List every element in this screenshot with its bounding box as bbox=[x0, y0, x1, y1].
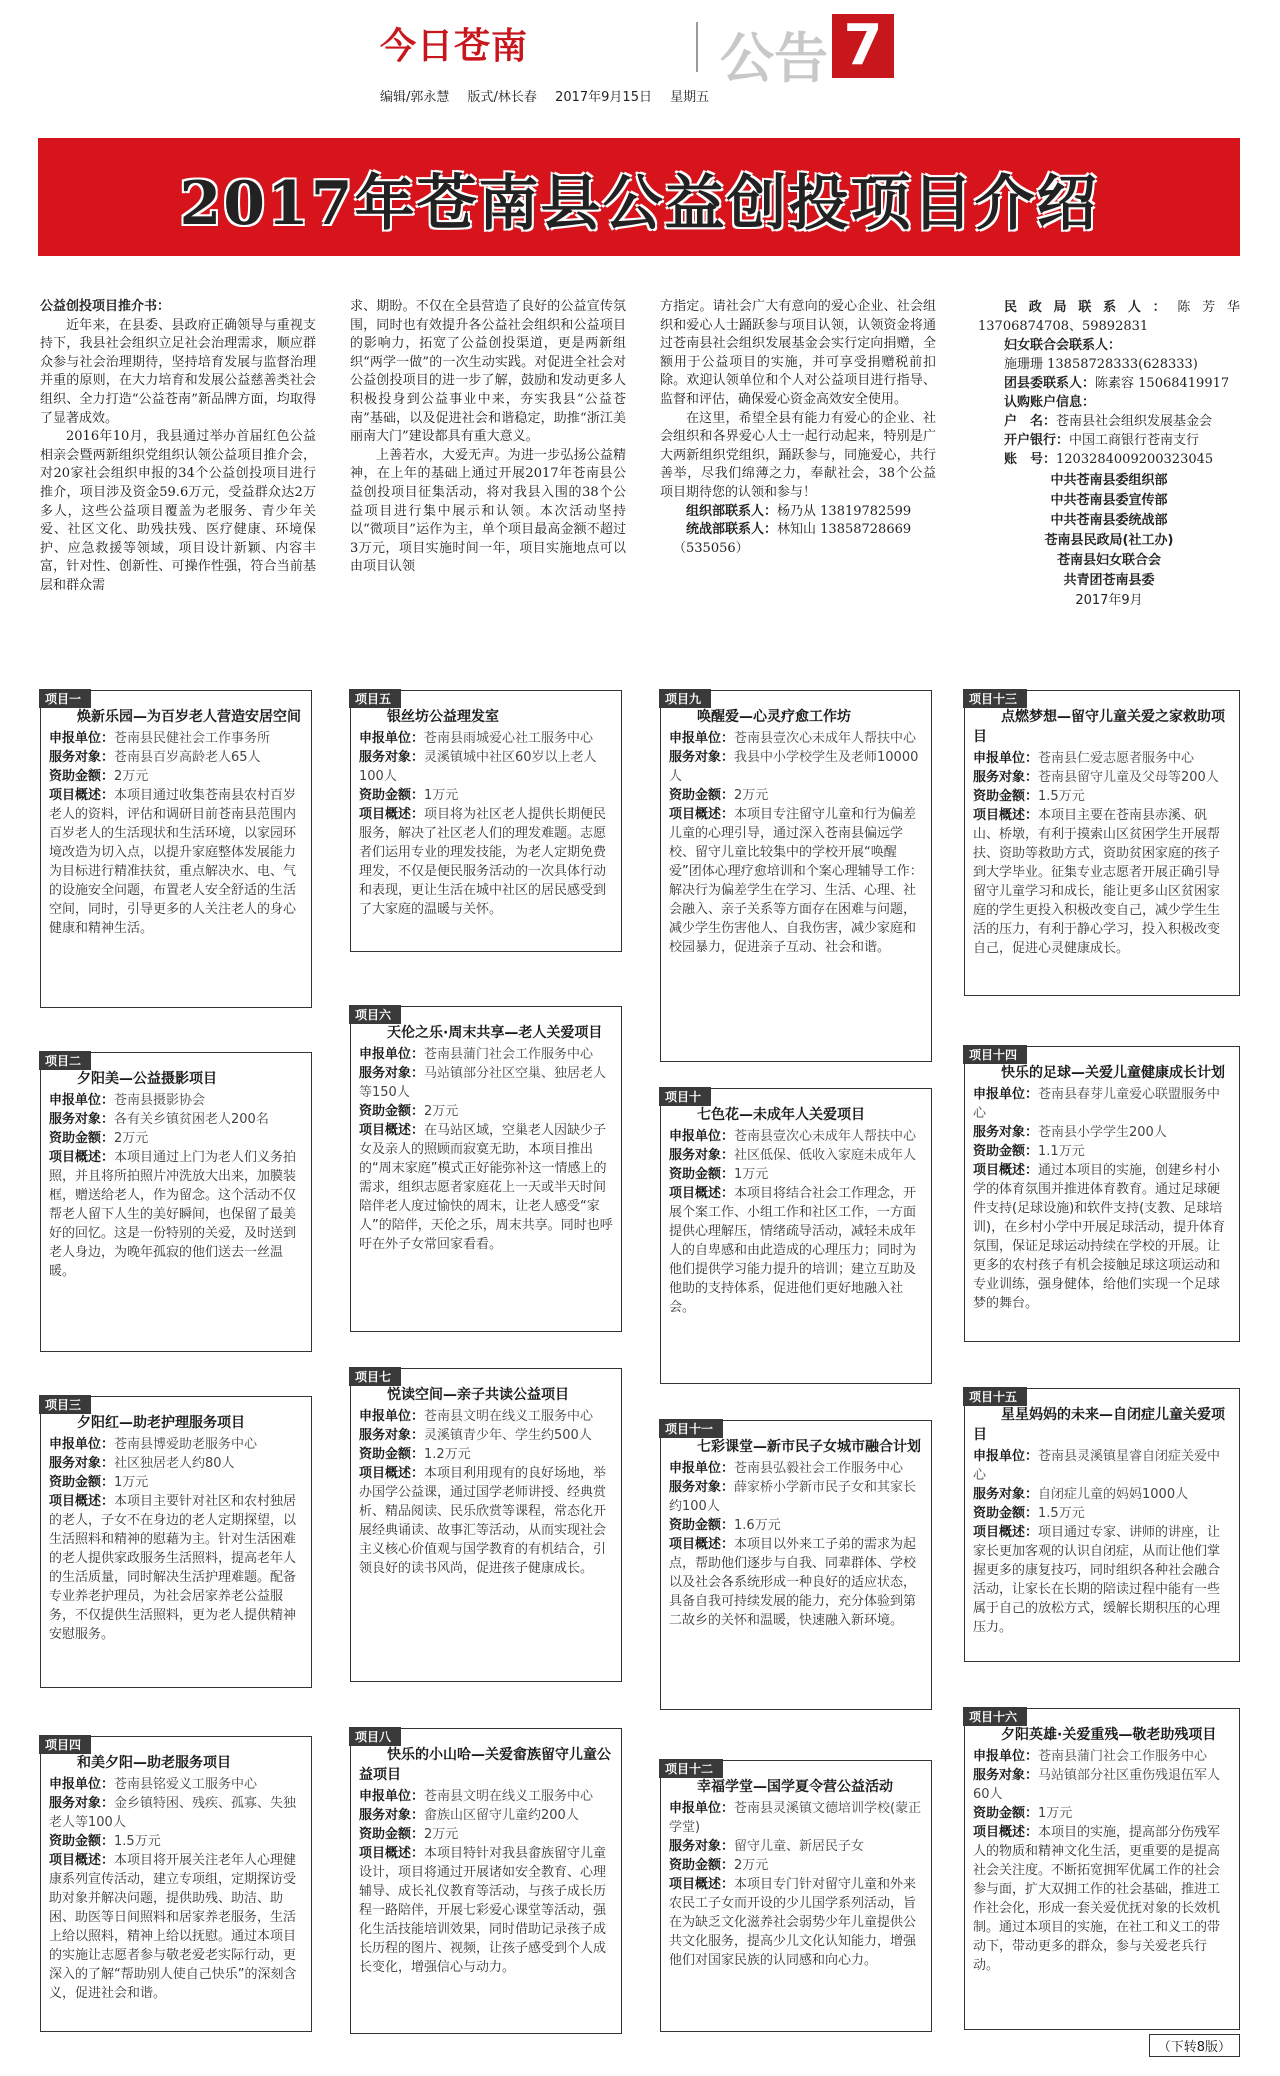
funding-label: 资助金额： bbox=[973, 1806, 1039, 1821]
overview-value: 在马站区域，空巢老人因缺少子女及亲人的照顾而寂寞无助，本项目推出的“周末家庭”模式正好能弥补这一情感上的需求，组织志愿者家庭花上一天或半天时间陪伴老人度过愉快的周末，让老人感受“家人”的陪伴，天伦之乐，周末共享。同时也呼吁在外子女常回家看看。 bbox=[359, 1123, 613, 1252]
contact-united-front-label: 统战部联系人： bbox=[686, 522, 778, 538]
target-label: 服务对象： bbox=[359, 1428, 425, 1443]
funding-label: 资助金额： bbox=[49, 1475, 115, 1490]
project-title: 七色花—未成年人关爱项目 bbox=[697, 1107, 865, 1123]
funding-value: 2万元 bbox=[424, 1827, 459, 1842]
project-tag: 项目八 bbox=[349, 1727, 401, 1746]
project-title: 快乐的足球—关爱儿童健康成长计划 bbox=[1001, 1065, 1225, 1081]
target-value: 留守儿童、新居民子女 bbox=[734, 1839, 865, 1854]
overview-label: 项目概述： bbox=[669, 1186, 735, 1201]
issue-date: 2017年9月15日 bbox=[555, 90, 652, 105]
overview-label: 项目概述： bbox=[49, 1494, 115, 1509]
applicant-value: 苍南县壹次心未成年人帮扶中心 bbox=[734, 731, 917, 746]
applicant-value: 苍南县弘毅社会工作服务中心 bbox=[734, 1461, 904, 1476]
target-label: 服务对象： bbox=[359, 1808, 425, 1823]
funding-value: 1.1万元 bbox=[1038, 1144, 1085, 1159]
target-value: 社区独居老人约80人 bbox=[114, 1456, 235, 1471]
overview-value: 本项目通过上门为老人们义务拍照，并且将所拍照片冲洗放大出来，加膜装框，赠送给老人，作为留念。这个活动不仅帮老人留下人生的美好瞬间，也保留了最美好的回忆。这是一份特别的关爱，及时送到老人身边，为晚年孤寂的他们送去一丝温暖。 bbox=[49, 1150, 297, 1279]
project-tag: 项目三 bbox=[39, 1395, 91, 1414]
applicant-label: 申报单位： bbox=[49, 1777, 115, 1792]
applicant-label: 申报单位： bbox=[49, 731, 115, 746]
project-card bbox=[660, 1760, 932, 2032]
project-title: 天伦之乐·周末共享—老人关爱项目 bbox=[387, 1025, 603, 1041]
overview-label: 项目概述： bbox=[669, 807, 735, 822]
issue-weekday: 星期五 bbox=[670, 90, 710, 105]
sponsor-org: 中共苍南县委组织部 bbox=[1050, 473, 1168, 488]
layout-credit: 版式/林长春 bbox=[467, 90, 537, 105]
project-tag: 项目十四 bbox=[963, 1045, 1027, 1064]
intro-paragraph-6: 在这里，希望全县有能力有爱心的企业、社会组织和各界爱心人士一起行动起来，特别是广大两新组织党组织，踊跃参与，同施爱心，共行善举，尽我们绵薄之力，奉献社会，38个公益项目期待您的认领和参与！ bbox=[660, 410, 936, 500]
headline-banner bbox=[38, 138, 1240, 256]
applicant-label: 申报单位： bbox=[669, 1801, 735, 1816]
target-value: 自闭症儿童的妈妈1000人 bbox=[1038, 1487, 1189, 1502]
funding-label: 资助金额： bbox=[669, 1167, 735, 1182]
overview-label: 项目概述： bbox=[973, 808, 1039, 823]
applicant-value: 苍南县春芽儿童爱心联盟服务中心 bbox=[973, 1087, 1221, 1121]
funding-value: 2万元 bbox=[114, 1131, 149, 1146]
project-card bbox=[964, 1388, 1240, 1662]
newspaper-brand: 今日苍南 bbox=[380, 25, 529, 67]
applicant-value: 苍南县蒲门社会工作服务中心 bbox=[1038, 1749, 1208, 1764]
funding-value: 1.5万元 bbox=[1038, 1506, 1085, 1521]
funding-label: 资助金额： bbox=[669, 788, 735, 803]
funding-value: 2万元 bbox=[734, 1858, 769, 1873]
contact-organization-value: 杨乃从 13819782599 bbox=[777, 503, 912, 519]
applicant-value: 苍南县民健社会工作事务所 bbox=[114, 731, 271, 746]
applicant-value: 苍南县仁爱志愿者服务中心 bbox=[1038, 751, 1195, 766]
overview-label: 项目概述： bbox=[359, 1846, 425, 1861]
overview-label: 项目概述： bbox=[973, 1825, 1039, 1840]
funding-label: 资助金额： bbox=[359, 1447, 425, 1462]
project-title: 七彩课堂—新市民子女城市融合计划 bbox=[697, 1439, 921, 1455]
applicant-label: 申报单位： bbox=[359, 731, 425, 746]
continued-note: （下转8版） bbox=[1149, 2034, 1240, 2057]
overview-value: 项目将为社区老人提供长期便民服务，解决了社区老人们的理发难题。志愿者们运用专业的理发技能，为老人定期免费理发，不仅是便民服务活动的一次具体行动和表现，更让生活在城中社区的居民感受到了大家庭的温暖与关怀。 bbox=[359, 807, 607, 917]
project-title: 夕阳红—助老护理服务项目 bbox=[77, 1415, 245, 1431]
overview-value: 本项目的实施，提高部分伤残军人的物质和精神文化生活，更重要的是提高社会关注度。不断拓宽拥军优属工作的社会参与面，扩大双拥工作的社会基础，推进工作社会化，形成一套关爱优抚对象的长效机制。通过本项目的实施，在社工和义工的带动下，带动更多的群众，参与关爱老兵行动。 bbox=[973, 1825, 1221, 1973]
project-card bbox=[40, 1052, 312, 1352]
project-title: 幸福学堂—国学夏令营公益活动 bbox=[697, 1779, 893, 1795]
sponsor-org: 苍南县民政局(社工办) bbox=[1044, 533, 1174, 548]
intro-paragraph-2: 2016年10月，我县通过举办首届红色公益相亲会暨两新组织党组织认领公益项目推介会，对20家社会组织申报的34个公益创投项目进行推介，项目涉及资金59.6万元，受益群众达2万多人，这些公益项目覆盖为老服务、青少年关爱、社区文化、助残扶残、医疗健康、环境保护、应急救援等领域，项目设计新颖、内容丰富，针对性、创新性、可操作性强，符合当前基层和群众需 bbox=[40, 429, 316, 593]
project-tag: 项目十一 bbox=[659, 1419, 723, 1438]
intro-paragraph-3: 求、期盼。不仅在全县营造了良好的公益宣传氛围，同时也有效提升各公益社会组织和公益项目的影响力，拓宽了公益创投渠道，更是两新组织“两学一做”的一次生动实践。对促进全社会对公益创投项目的进一步了解，鼓励和发动更多人积极投身到公益事业中来，夯实我县“公益苍南”基础，以及促进社会和谐稳定，助推“浙江美丽南大门”建设都具有重大意义。 bbox=[350, 299, 626, 445]
project-tag: 项目九 bbox=[659, 689, 711, 708]
project-tag: 项目五 bbox=[349, 689, 401, 708]
overview-value: 本项目将结合社会工作理念，开展个案工作、小组工作和社区工作，一方面提供心理解压，情绪疏导活动，减轻未成年人的自卑感和由此造成的心理压力；同时为他们提供学习能力提升的培训；建立互助及他助的支持体系，促进他们更好地融入社会。 bbox=[669, 1186, 917, 1315]
project-title: 点燃梦想—留守儿童关爱之家救助项目 bbox=[973, 709, 1225, 745]
applicant-label: 申报单位： bbox=[49, 1093, 115, 1108]
sign-date: 2017年9月 bbox=[1075, 593, 1143, 608]
target-label: 服务对象： bbox=[669, 1480, 735, 1495]
applicant-value: 苍南县文明在线义工服务中心 bbox=[424, 1409, 594, 1424]
target-label: 服务对象： bbox=[49, 1456, 115, 1471]
project-card bbox=[350, 1006, 622, 1332]
contact-youth-value: 陈素容 15068419917 bbox=[1095, 376, 1230, 391]
funding-label: 资助金额： bbox=[359, 1827, 425, 1842]
project-card bbox=[660, 1420, 932, 1710]
project-card bbox=[40, 1396, 312, 1688]
target-value: 苍南县留守儿童及父母等200人 bbox=[1038, 770, 1219, 785]
target-label: 服务对象： bbox=[49, 1796, 115, 1811]
target-label: 服务对象： bbox=[669, 1148, 735, 1163]
sponsor-org: 苍南县妇女联合会 bbox=[1056, 553, 1161, 568]
section-title: 公告 bbox=[720, 26, 828, 90]
funding-value: 1.5万元 bbox=[114, 1834, 161, 1849]
account-info-label: 认购账户信息： bbox=[1004, 395, 1096, 410]
project-title: 悦读空间—亲子共读公益项目 bbox=[387, 1387, 569, 1403]
account-name-value: 苍南县社会组织发展基金会 bbox=[1056, 414, 1213, 429]
target-value: 各有关乡镇贫困老人200名 bbox=[114, 1112, 269, 1127]
masthead bbox=[380, 12, 890, 105]
bank-value: 中国工商银行苍南支行 bbox=[1069, 433, 1200, 448]
project-title: 唤醒爱—心灵疗愈工作坊 bbox=[697, 709, 851, 725]
project-card bbox=[660, 1088, 932, 1384]
target-label: 服务对象： bbox=[49, 1112, 115, 1127]
account-number-value: 1203284009200323045 bbox=[1056, 452, 1214, 467]
funding-value: 1万元 bbox=[1038, 1806, 1073, 1821]
contact-civil-value: 陈芳华 13706874708、59892831 bbox=[978, 300, 1240, 334]
project-card bbox=[964, 1046, 1240, 1342]
overview-label: 项目概述： bbox=[49, 1150, 115, 1165]
overview-value: 本项目将开展关注老年人心理健康系列宣传活动，建立专项组，定期探访受助对象并解决问题，提供助残、助洁、助困、助医等日间照料和居家养老服务，生活上给以照料，精神上给以抚慰。通过本项目的实施让志愿者参与敬老爱老实际行动，更深入的了解“帮助别人使自己快乐”的深刻含义，促进社会和谐。 bbox=[49, 1853, 297, 2001]
target-value: 金乡镇特困、残疾、孤寡、失独老人等100人 bbox=[49, 1796, 297, 1830]
applicant-value: 苍南县蒲门社会工作服务中心 bbox=[424, 1047, 594, 1062]
overview-label: 项目概述： bbox=[359, 1466, 425, 1481]
account-name-label: 户 名： bbox=[1004, 414, 1057, 429]
project-tag: 项目十六 bbox=[963, 1707, 1027, 1726]
applicant-value: 苍南县文明在线义工服务中心 bbox=[424, 1789, 594, 1804]
project-card bbox=[40, 1736, 312, 2032]
contact-united-front-short: （535056） bbox=[673, 540, 749, 556]
overview-value: 项目通过专家、讲师的讲座，让家长更加客观的认识自闭症，从而让他们掌握更多的康复技巧，同时组织各种社会融合活动，让家长在长期的陪读过程中能有一些属于自己的放松方式，缓解长期积压的心理压力。 bbox=[973, 1525, 1221, 1635]
target-label: 服务对象： bbox=[669, 750, 735, 765]
target-label: 服务对象： bbox=[669, 1839, 735, 1854]
overview-label: 项目概述： bbox=[49, 788, 115, 803]
applicant-label: 申报单位： bbox=[359, 1047, 425, 1062]
applicant-label: 申报单位： bbox=[973, 1449, 1039, 1464]
target-value: 灵溪镇城中社区60岁以上老人100人 bbox=[359, 750, 597, 784]
editor-credit: 编辑/郭永慧 bbox=[380, 90, 450, 105]
applicant-value: 苍南县壹次心未成年人帮扶中心 bbox=[734, 1129, 917, 1144]
funding-value: 1万元 bbox=[734, 1167, 769, 1182]
contact-women-label: 妇女联合会联系人： bbox=[1004, 338, 1122, 353]
contact-united-front-value: 林知山 13858728669 bbox=[777, 522, 912, 538]
applicant-value: 苍南县灵溪镇文德培训学校(蒙正学堂) bbox=[669, 1801, 922, 1835]
sponsor-org: 中共苍南县委统战部 bbox=[1050, 513, 1168, 528]
funding-value: 1.5万元 bbox=[1038, 789, 1085, 804]
target-value: 马站镇部分社区空巢、独居老人等150人 bbox=[359, 1066, 607, 1100]
funding-value: 1万元 bbox=[424, 788, 459, 803]
applicant-label: 申报单位： bbox=[973, 1087, 1039, 1102]
project-card bbox=[964, 690, 1240, 996]
project-card bbox=[660, 690, 932, 1062]
funding-label: 资助金额： bbox=[669, 1858, 735, 1873]
applicant-value: 苍南县雨城爱心社工服务中心 bbox=[424, 731, 594, 746]
intro-column-3 bbox=[660, 298, 936, 558]
project-tag: 项目七 bbox=[349, 1367, 401, 1386]
funding-label: 资助金额： bbox=[973, 1506, 1039, 1521]
target-value: 苍南县小学学生200人 bbox=[1038, 1125, 1167, 1140]
project-tag: 项目二 bbox=[39, 1051, 91, 1070]
overview-label: 项目概述： bbox=[49, 1853, 115, 1868]
applicant-value: 苍南县灵溪镇星睿自闭症关爱中心 bbox=[973, 1449, 1221, 1483]
page-number: 7 bbox=[832, 14, 894, 78]
intro-column-2 bbox=[350, 298, 626, 577]
project-tag: 项目十二 bbox=[659, 1759, 723, 1778]
headline-title: 2017年苍南县公益创投项目介绍 bbox=[179, 169, 1099, 239]
project-tag: 项目十三 bbox=[963, 689, 1027, 708]
project-card bbox=[350, 690, 622, 952]
project-title: 夕阳美—公益摄影项目 bbox=[77, 1071, 217, 1087]
overview-value: 本项目主要针对社区和农村独居的老人，子女不在身边的老人定期探望，以生活照料和精神的慰藉为主。针对生活困难的老人提供家政服务生活照料，提高老年人的生活质量，同时解决生活护理难题。配备专业养老护理员，为社会居家养老公益服务，不仅提供生活照料，更为老人提供精神安慰服务。 bbox=[49, 1494, 297, 1642]
target-value: 马站镇部分社区重伤残退伍军人60人 bbox=[973, 1768, 1221, 1802]
applicant-label: 申报单位： bbox=[973, 751, 1039, 766]
project-title: 快乐的小山哈—关爱畲族留守儿童公益项目 bbox=[359, 1747, 611, 1783]
funding-value: 1.6万元 bbox=[734, 1518, 781, 1533]
target-value: 我县中小学校学生及老师10000人 bbox=[669, 750, 919, 784]
intro-paragraph-4: 上善若水，大爱无声。为进一步弘扬公益精神，在上年的基础上通过开展2017年苍南县公益创投项目征集活动，将对我县入围的38个公益项目进行集中展示和认领。本次活动坚持以“微项目”运作为主，单个项目最高金额不超过3万元，项目实施时间一年，项目实施地点可以由项目认领 bbox=[350, 447, 626, 575]
overview-label: 项目概述： bbox=[973, 1525, 1039, 1540]
applicant-value: 苍南县博爱助老服务中心 bbox=[114, 1437, 258, 1452]
account-number-label: 账 号： bbox=[1004, 452, 1057, 467]
project-card bbox=[964, 1708, 1240, 2030]
overview-value: 本项目专门针对留守儿童和外来农民工子女而开设的少儿国学系列活动，旨在为缺乏文化滋养社会弱势少年儿童提供公共文化服务，提高少儿文化认知能力，增强他们对国家民族的认同感和向心力。 bbox=[669, 1877, 917, 1968]
funding-label: 资助金额： bbox=[49, 1834, 115, 1849]
funding-label: 资助金额： bbox=[359, 1104, 425, 1119]
funding-value: 2万元 bbox=[114, 769, 149, 784]
overview-label: 项目概述： bbox=[359, 1123, 425, 1138]
target-label: 服务对象： bbox=[359, 1066, 425, 1081]
overview-label: 项目概述： bbox=[669, 1537, 735, 1552]
sponsor-org: 中共苍南县委宣传部 bbox=[1050, 493, 1168, 508]
intro-paragraph-5: 方指定。请社会广大有意向的爱心企业、社会组织和爱心人士踊跃参与项目认领，认领资金将通过苍南县社会组织发展基金会实行定向捐赠，全额用于公益项目的实施，并可享受捐赠税前扣除。欢迎认领单位和个人对公益项目进行指导、监督和评估，确保爱心资金高效安全使用。 bbox=[660, 299, 936, 407]
masthead-divider bbox=[696, 22, 698, 72]
project-tag: 项目十 bbox=[659, 1087, 711, 1106]
applicant-label: 申报单位： bbox=[359, 1789, 425, 1804]
target-label: 服务对象： bbox=[973, 1487, 1039, 1502]
applicant-label: 申报单位： bbox=[49, 1437, 115, 1452]
project-card bbox=[350, 1728, 622, 2034]
target-label: 服务对象： bbox=[49, 750, 115, 765]
intro-column-4 bbox=[978, 298, 1240, 611]
funding-label: 资助金额： bbox=[973, 1144, 1039, 1159]
target-value: 灵溪镇青少年、学生约500人 bbox=[424, 1428, 592, 1443]
target-value: 苍南县百岁高龄老人65人 bbox=[114, 750, 261, 765]
bank-label: 开户银行： bbox=[1004, 433, 1070, 448]
target-label: 服务对象： bbox=[973, 1125, 1039, 1140]
overview-value: 本项目通过收集苍南县农村百岁老人的资料，评估和调研目前苍南县范围内百岁老人的生活现状和生活环境，以家园环境改造为切入点，以提升家庭整体发展能力为目标进行精准扶贫，重点解决水、电、气的设施安全问题，布置老人安全舒适的生活空间，同时，引导更多的人关注老人的身心健康和精神生活。 bbox=[49, 788, 297, 936]
project-tag: 项目四 bbox=[39, 1735, 91, 1754]
contact-youth-label: 团县委联系人： bbox=[1004, 376, 1096, 391]
project-title: 焕新乐园—为百岁老人营造安居空间 bbox=[77, 709, 301, 725]
funding-label: 资助金额： bbox=[973, 789, 1039, 804]
applicant-label: 申报单位： bbox=[669, 1461, 735, 1476]
overview-value: 本项目专注留守儿童和行为偏差儿童的心理引导，通过深入苍南县偏远学校、留守儿童比较集中的学校开展“唤醒爱”团体心理疗愈培训和个案心理辅导工作：解决行为偏差学生在学习、生活、心理、社会融入、亲子关系等方面存在困难与问题，减少学生伤害他人、自我伤害，减少家庭和校园暴力，促进亲子互动、社会和谐。 bbox=[669, 807, 923, 955]
project-tag: 项目六 bbox=[349, 1005, 401, 1024]
project-title: 夕阳英雄·关爱重残—敬老助残项目 bbox=[1001, 1727, 1217, 1743]
overview-value: 本项目利用现有的良好场地，举办国学公益课，通过国学老师讲授、经典赏析、精品阅读、民乐欣赏等课程，常态化开展经典诵读、故事汇等活动，从而实现社会主义核心价值观与国学教育的有机结合，引领良好的读书风尚，促进孩子健康成长。 bbox=[359, 1466, 607, 1576]
funding-value: 1.2万元 bbox=[424, 1447, 471, 1462]
byline bbox=[380, 86, 900, 105]
contact-organization-label: 组织部联系人： bbox=[686, 503, 778, 519]
applicant-label: 申报单位： bbox=[669, 731, 735, 746]
funding-label: 资助金额： bbox=[669, 1518, 735, 1533]
target-label: 服务对象： bbox=[359, 750, 425, 765]
funding-label: 资助金额： bbox=[49, 1131, 115, 1146]
target-value: 社区低保、低收入家庭未成年人 bbox=[734, 1148, 917, 1163]
applicant-value: 苍南县铭爱义工服务中心 bbox=[114, 1777, 258, 1792]
overview-label: 项目概述： bbox=[669, 1877, 735, 1892]
target-label: 服务对象： bbox=[973, 770, 1039, 785]
applicant-value: 苍南县摄影协会 bbox=[114, 1093, 206, 1108]
target-value: 薛家桥小学新市民子女和其家长约100人 bbox=[669, 1480, 917, 1514]
overview-value: 本项目主要在苍南县赤溪、矾山、桥墩，有利于摸索山区贫困学生开展帮扶、资助等救助方式，资助贫困家庭的孩子到大学毕业。征集专业志愿者开展正确引导留守儿童学习和成长，能让更多山区贫困家庭的学生更投入积极改变自己，减少学生生活的压力，有利于静心学习，投入积极改变自己，促进心灵健康成长。 bbox=[973, 808, 1221, 956]
applicant-label: 申报单位： bbox=[973, 1749, 1039, 1764]
project-tag: 项目一 bbox=[39, 689, 91, 708]
project-card bbox=[350, 1368, 622, 1682]
project-tag: 项目十五 bbox=[963, 1387, 1027, 1406]
project-title: 星星妈妈的未来—自闭症儿童关爱项目 bbox=[973, 1407, 1225, 1443]
project-title: 和美夕阳—助老服务项目 bbox=[77, 1755, 231, 1771]
overview-value: 本项目以外来工子弟的需求为起点，帮助他们逐步与自我、同辈群体、学校以及社会各系统形成一种良好的适应状态，具备自我可持续发展的能力，充分体验到第二故乡的关怀和温暖，快速融入新环境。 bbox=[669, 1537, 917, 1628]
funding-value: 1万元 bbox=[114, 1475, 149, 1490]
intro-column-1 bbox=[40, 298, 316, 596]
funding-label: 资助金额： bbox=[359, 788, 425, 803]
target-label: 服务对象： bbox=[973, 1768, 1039, 1783]
intro-heading: 公益创投项目推介书： bbox=[40, 299, 171, 314]
target-value: 畲族山区留守儿童约200人 bbox=[424, 1808, 579, 1823]
funding-value: 2万元 bbox=[734, 788, 769, 803]
applicant-label: 申报单位： bbox=[669, 1129, 735, 1144]
funding-label: 资助金额： bbox=[49, 769, 115, 784]
overview-label: 项目概述： bbox=[973, 1163, 1039, 1178]
sponsor-org: 共青团苍南县委 bbox=[1063, 573, 1155, 588]
intro-paragraph-1: 近年来，在县委、县政府正确领导与重视支持下，我县社会组织立足社会治理需求，顺应群众参与社会治理期待，坚持培育发展与监督治理并重的原则，在大力培育和发展公益慈善类社会组织、全力打造“公益苍南”新品牌方面，均取得了显著成效。 bbox=[40, 317, 316, 426]
contact-women-value: 施珊珊 13858728333(628333) bbox=[1004, 357, 1198, 372]
overview-value: 本项目特针对我县畲族留守儿童设计，项目将通过开展诸如安全教育、心理辅导、成长礼仪教育等活动，与孩子成长历程一路陪伴，开展七彩爱心课堂等活动，强化生活技能培训效果，同时借助记录孩子成长历程的图片、视频，让孩子感受到个人成长变化，增强信心与动力。 bbox=[359, 1846, 607, 1975]
project-card bbox=[40, 690, 312, 1008]
overview-label: 项目概述： bbox=[359, 807, 425, 822]
overview-value: 通过本项目的实施，创建乡村小学的体育氛围并推进体育教育。通过足球硬件支持(足球设施)和软件支持(支教、足球培训)，在乡村小学中开展足球活动，提升体育氛围，保证足球运动持续在学校的开展。让更多的农村孩子有机会接触足球这项运动和专业训练，强身健体，给他们实现一个足球梦的舞台。 bbox=[973, 1163, 1226, 1311]
applicant-label: 申报单位： bbox=[359, 1409, 425, 1424]
contact-civil-label: 民政局联系人： bbox=[1004, 300, 1178, 315]
project-title: 银丝坊公益理发室 bbox=[387, 709, 499, 725]
funding-value: 2万元 bbox=[424, 1104, 459, 1119]
